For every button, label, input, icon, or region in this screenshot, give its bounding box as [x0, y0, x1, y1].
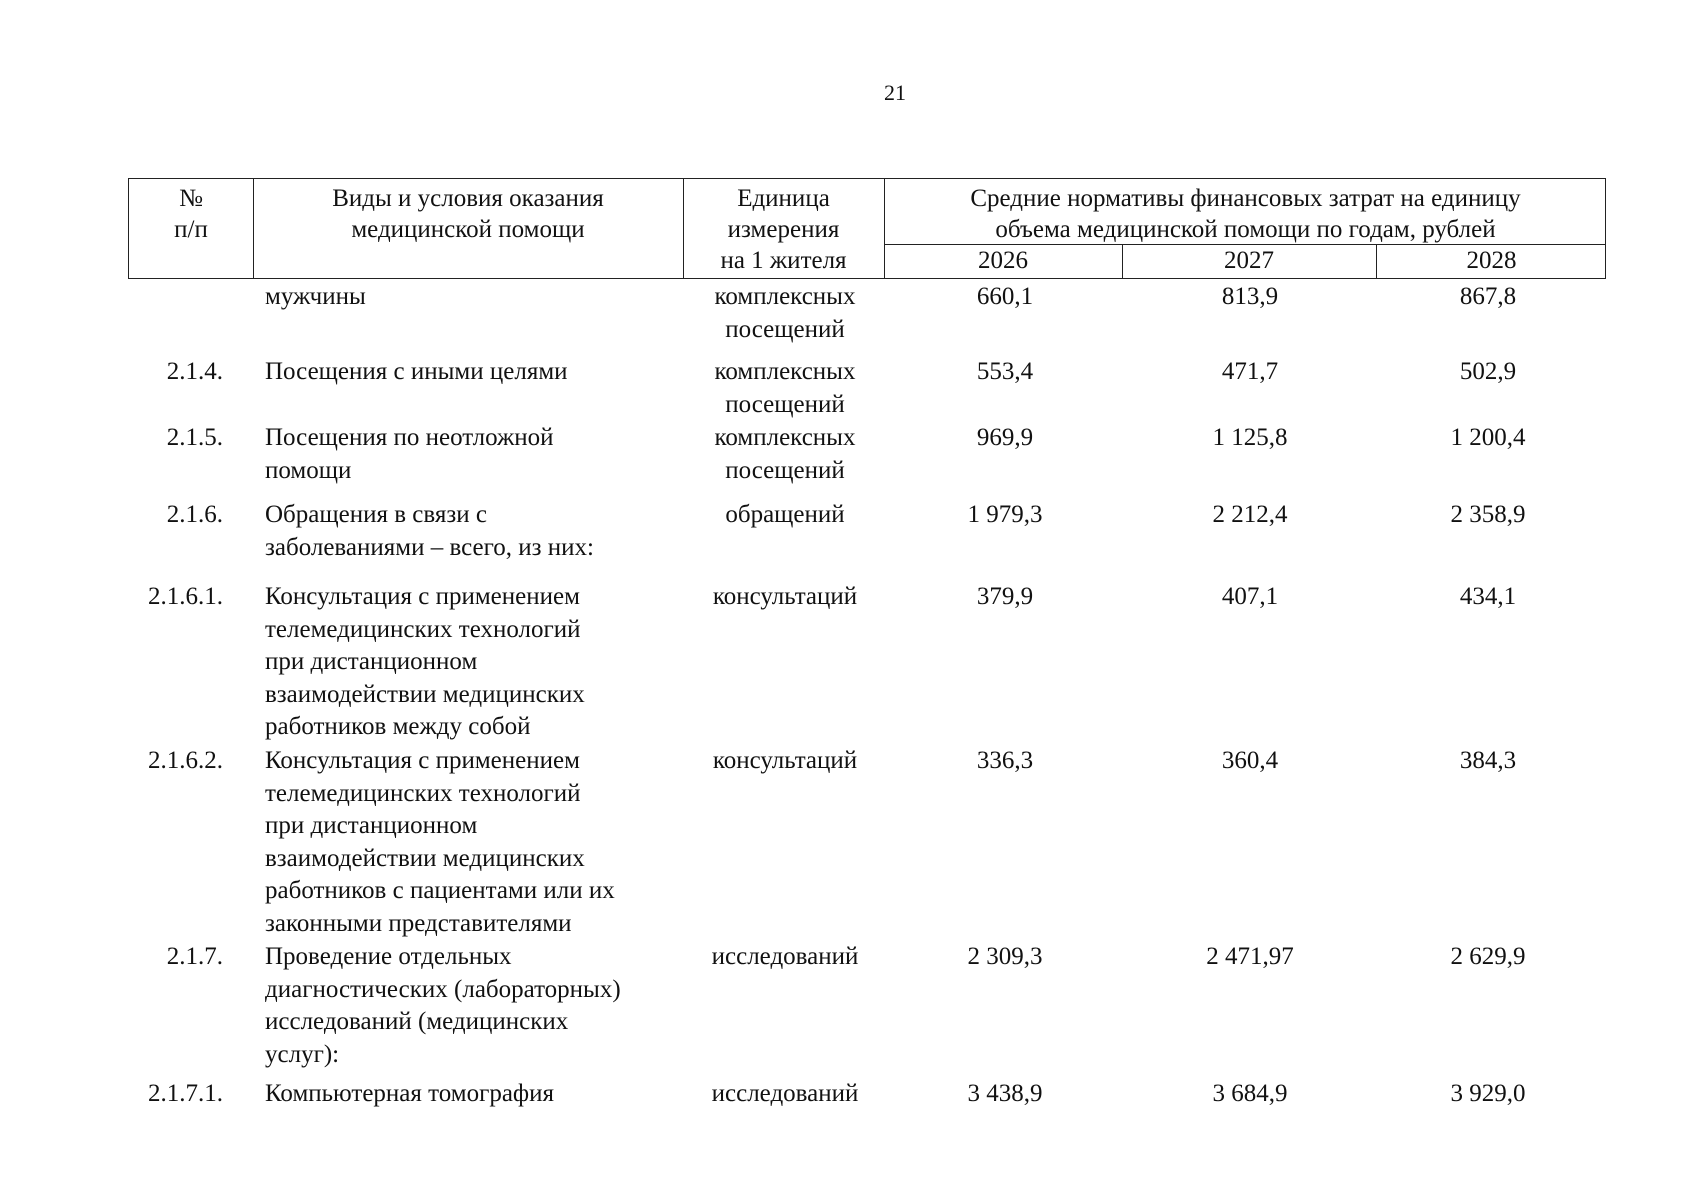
row-name: Консультация с применением телемедицинских технологий при дистанционном взаимодействии медицинских работников с пациентами или их законными представителями — [265, 747, 615, 937]
row-name: Консультация с применением телемедицинских технологий при дистанционном взаимодействии медицинских работников между собой — [265, 583, 585, 740]
row-unit: комплексных посещений — [714, 358, 856, 418]
row-name: Посещения по неотложной помощи — [265, 424, 554, 484]
row-number: 2.1.5. — [166, 424, 223, 451]
row-number: 2.1.7. — [166, 943, 223, 970]
row-value-2027: 1 125,8 — [1212, 424, 1288, 451]
header-number: № п/п — [174, 185, 208, 243]
row-name: Посещения с иными целями — [265, 358, 568, 385]
header-type: Виды и условия оказания медицинской помощи — [332, 185, 604, 243]
row-value-2028: 2 358,9 — [1450, 501, 1526, 528]
table-header — [128, 178, 1606, 279]
header-costs: Средние нормативы финансовых затрат на единицу объема медицинской помощи по годам, рублей — [970, 185, 1521, 243]
row-name: мужчины — [265, 283, 366, 310]
row-value-2028: 1 200,4 — [1450, 424, 1526, 451]
row-value-2027: 360,4 — [1221, 747, 1279, 774]
row-value-2028: 434,1 — [1459, 583, 1517, 610]
row-value-2026: 969,9 — [976, 424, 1034, 451]
row-value-2026: 553,4 — [976, 358, 1034, 385]
row-number: 2.1.6.2. — [148, 747, 223, 774]
row-value-2026: 379,9 — [976, 583, 1034, 610]
row-name: Обращения в связи с заболеваниями – всего, из них: — [265, 501, 594, 561]
row-unit: обращений — [725, 501, 845, 528]
row-value-2027: 471,7 — [1221, 358, 1279, 385]
row-value-2028: 867,8 — [1459, 283, 1517, 310]
row-value-2027: 2 212,4 — [1212, 501, 1288, 528]
row-value-2026: 660,1 — [976, 283, 1034, 310]
row-name: Компьютерная томография — [265, 1080, 555, 1107]
row-value-2027: 813,9 — [1221, 283, 1279, 310]
row-value-2028: 3 929,0 — [1450, 1080, 1526, 1107]
row-value-2027: 407,1 — [1221, 583, 1279, 610]
row-number: 2.1.7.1. — [148, 1080, 223, 1107]
page-number: 21 — [884, 80, 906, 105]
header-year-2026: 2026 — [978, 247, 1028, 274]
header-year-2028: 2028 — [1466, 247, 1517, 274]
row-number: 2.1.4. — [166, 358, 223, 385]
row-value-2026: 3 438,9 — [967, 1080, 1043, 1107]
row-unit: консультаций — [712, 747, 858, 774]
row-number: 2.1.6.1. — [148, 583, 223, 610]
row-value-2028: 384,3 — [1459, 747, 1517, 774]
row-value-2026: 1 979,3 — [967, 501, 1043, 528]
row-value-2027: 2 471,97 — [1206, 943, 1294, 970]
row-unit: консультаций — [712, 583, 858, 610]
row-unit: исследований — [711, 1080, 859, 1107]
header-year-2027: 2027 — [1224, 247, 1274, 274]
row-name: Проведение отдельных диагностических (лабораторных) исследований (медицинских услуг): — [265, 943, 621, 1068]
row-number: 2.1.6. — [166, 501, 223, 528]
row-value-2027: 3 684,9 — [1212, 1080, 1288, 1107]
header-unit: Единица измерения на 1 жителя — [720, 185, 847, 274]
row-unit: комплексных посещений — [714, 424, 856, 484]
row-value-2026: 336,3 — [976, 747, 1034, 774]
row-value-2028: 2 629,9 — [1450, 943, 1526, 970]
row-value-2028: 502,9 — [1459, 358, 1517, 385]
row-value-2026: 2 309,3 — [967, 943, 1043, 970]
row-unit: комплексных посещений — [714, 283, 856, 343]
row-unit: исследований — [711, 943, 859, 970]
